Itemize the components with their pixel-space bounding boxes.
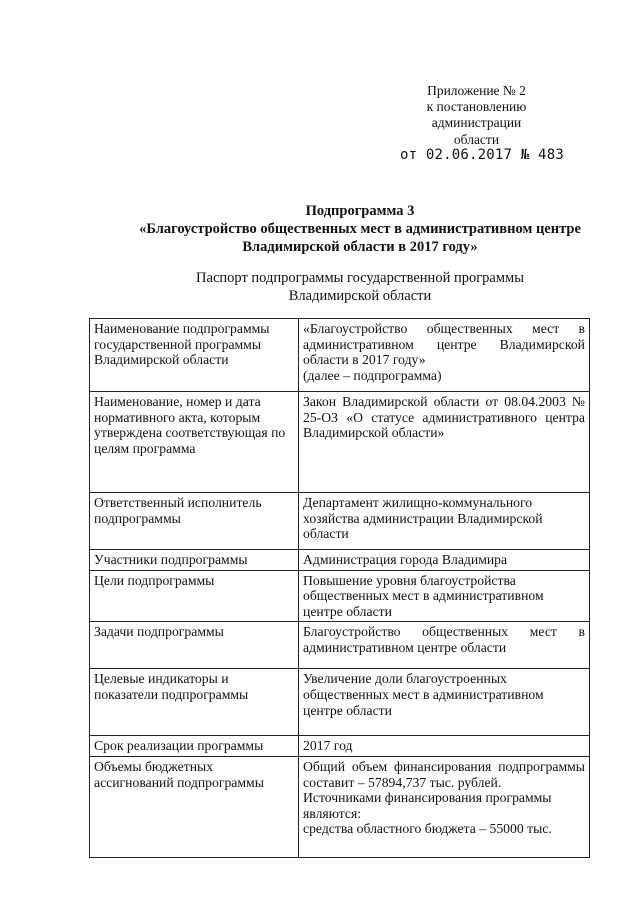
table-row — [90, 736, 590, 757]
passport-caption-line: Владимирской области — [288, 287, 432, 304]
row-value-note: (далее – подпрограмма) — [303, 367, 442, 383]
appendix-line: администрации — [431, 115, 522, 131]
subprogram-title-line: Владимирской области в 2017 году» — [242, 239, 478, 255]
table-row — [90, 570, 590, 622]
appendix-block — [409, 83, 544, 148]
subprogram-heading — [80, 202, 640, 256]
row-label: Срок реализации программы — [90, 736, 299, 757]
appendix-line: области — [453, 131, 500, 147]
row-value-regional-budget: средства областного бюджета – 55000 тыс. — [303, 821, 552, 837]
table-row — [90, 550, 590, 571]
subprogram-title-line: «Благоустройство общественных мест в административном центре — [139, 221, 581, 237]
row-label: Наименование, номер и дата нормативного акта, которым утверждена соответствующая по целям программа — [90, 392, 299, 493]
row-label: Цели подпрограммы — [90, 570, 299, 622]
row-value: Администрация города Владимира — [299, 550, 590, 571]
appendix-line: Приложение № 2 — [427, 83, 526, 98]
row-value-text: «Благоустройство общественных мест в административном центре Владимирской области в 2017 году» — [303, 321, 585, 368]
passport-caption — [80, 270, 640, 305]
subprogram-number: Подпрограмма 3 — [305, 203, 415, 219]
row-value: Повышение уровня благоустройства общественных мест в административном центре области — [299, 570, 590, 622]
row-value: Департамент жилищно-коммунального хозяйства администрации Владимирской области — [299, 493, 590, 550]
row-value-text: Общий объем финансирования подпрограммы составит – 57894,737 тыс. рублей. — [303, 758, 585, 790]
row-label: Наименование подпрограммы государственной программы Владимирской области — [90, 319, 299, 392]
row-value-sources: Источниками финансирования программы являются: — [303, 790, 552, 821]
row-value — [299, 756, 590, 857]
table-row — [90, 493, 590, 550]
row-value: Увеличение доли благоустроенных общественных мест в административном центре области — [299, 669, 590, 736]
row-value — [299, 319, 590, 392]
table-row — [90, 669, 590, 736]
row-label: Участники подпрограммы — [90, 550, 299, 571]
row-label: Задачи подпрограммы — [90, 622, 299, 669]
row-value: Закон Владимирской области от 08.04.2003 № 25-ОЗ «О статусе административного центра Владимирской области» — [299, 392, 590, 493]
row-label: Объемы бюджетных ассигнований подпрограммы — [90, 756, 299, 857]
date-number-stamp: от 02.06.2017 № 483 — [400, 147, 564, 163]
passport-caption-line: Паспорт подпрограммы государственной программы — [196, 270, 524, 286]
table-row — [90, 392, 590, 493]
table-row — [90, 756, 590, 857]
table-row — [90, 622, 590, 669]
row-value: 2017 год — [299, 736, 590, 757]
passport-table — [89, 318, 590, 858]
row-value: Благоустройство общественных мест в административном центре области — [299, 622, 590, 669]
row-label: Ответственный исполнитель подпрограммы — [90, 493, 299, 550]
appendix-line: к постановлению — [426, 99, 527, 115]
row-label: Целевые индикаторы и показатели подпрограммы — [90, 669, 299, 736]
table-row — [90, 319, 590, 392]
